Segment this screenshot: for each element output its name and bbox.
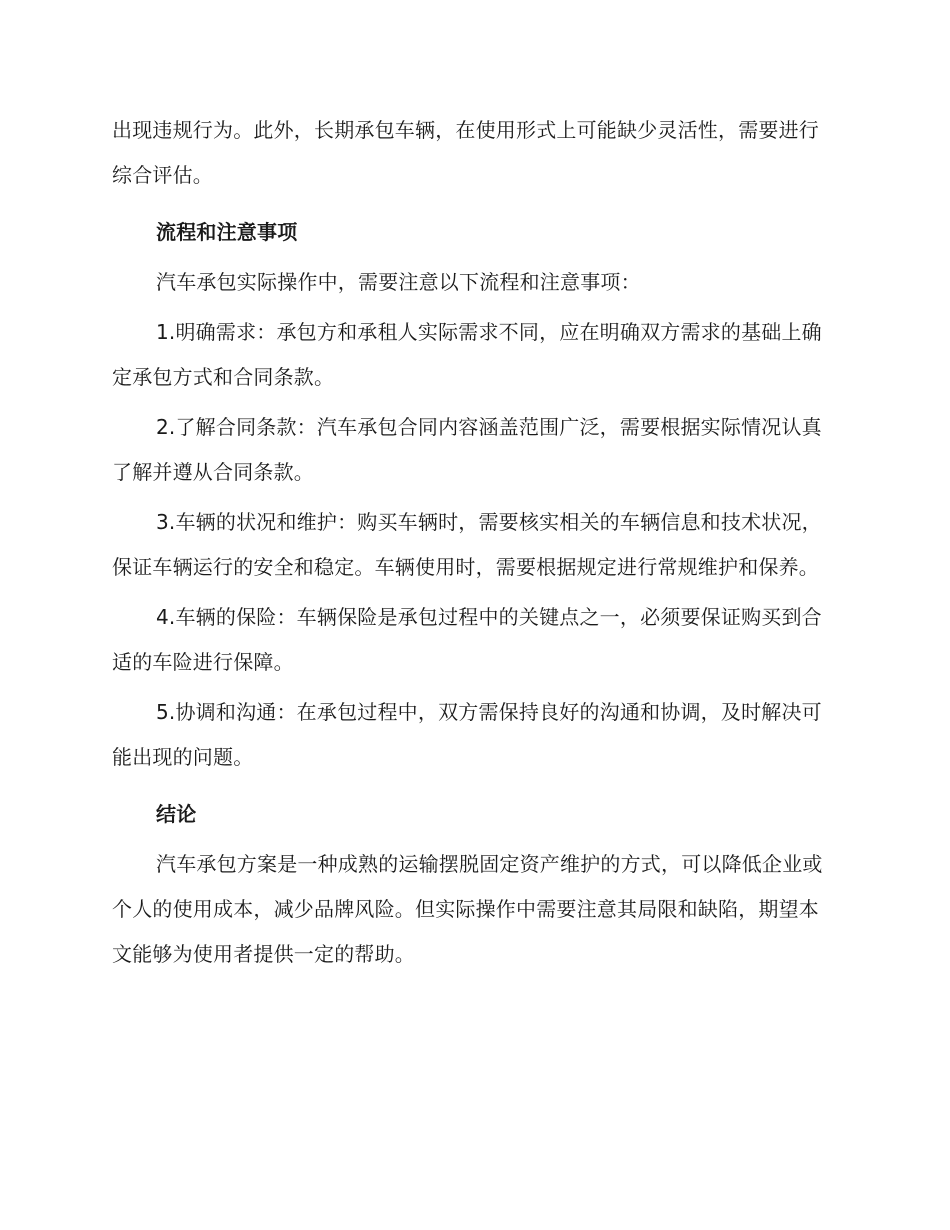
process-item-4: 4.车辆的保险：车辆保险是承包过程中的关键点之一，必须要保证购买到合适的车险进行保障。 bbox=[112, 605, 822, 674]
document-page bbox=[112, 108, 832, 977]
process-item-3: 3.车辆的状况和维护：购买车辆时，需要核实相关的车辆信息和技术状况，保证车辆运行的安全和稳定。车辆使用时，需要根据规定进行常规维护和保养。 bbox=[112, 510, 822, 579]
process-intro-paragraph: 汽车承包实际操作中，需要注意以下流程和注意事项： bbox=[156, 270, 641, 294]
process-item-1: 1.明确需求：承包方和承租人实际需求不同，应在明确双方需求的基础上确定承包方式和合同条款。 bbox=[112, 320, 822, 389]
process-item-5: 5.协调和沟通：在承包过程中，双方需保持良好的沟通和协调，及时解决可能出现的问题。 bbox=[112, 700, 822, 769]
conclusion-section-heading: 结论 bbox=[156, 802, 197, 826]
intro-continuation-paragraph: 出现违规行为。此外，长期承包车辆，在使用形式上可能缺少灵活性，需要进行综合评估。 bbox=[112, 118, 819, 187]
process-item-2: 2.了解合同条款：汽车承包合同内容涵盖范围广泛，需要根据实际情况认真了解并遵从合同条款。 bbox=[112, 415, 822, 484]
conclusion-paragraph: 汽车承包方案是一种成熟的运输摆脱固定资产维护的方式，可以降低企业或个人的使用成本，减少品牌风险。但实际操作中需要注意其局限和缺陷，期望本文能够为使用者提供一定的帮助。 bbox=[112, 852, 823, 966]
process-section-heading: 流程和注意事项 bbox=[156, 220, 298, 244]
